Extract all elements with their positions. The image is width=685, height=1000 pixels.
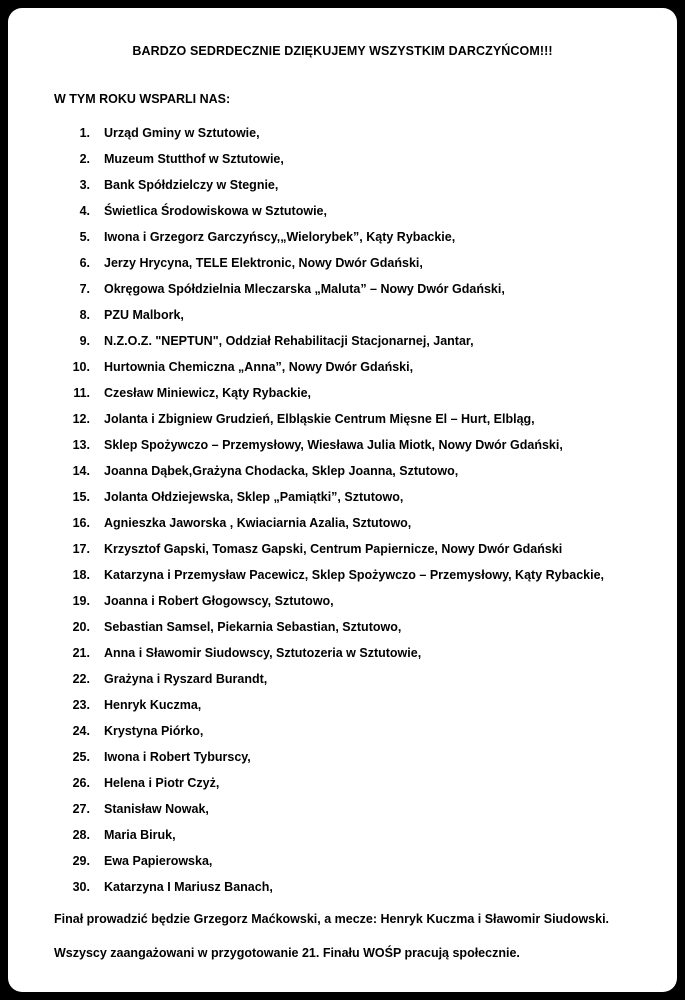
list-item-number: 9. <box>79 334 90 348</box>
list-item-label: Katarzyna I Mariusz Banach, <box>104 880 273 894</box>
list-item-label: PZU Malbork, <box>104 308 184 322</box>
list-item-number: 6. <box>79 256 90 270</box>
list-item <box>42 848 643 874</box>
list-item-label: Joanna i Robert Głogowscy, Sztutowo, <box>104 594 334 608</box>
list-item-label: Muzeum Stutthof w Sztutowie, <box>104 152 284 166</box>
footer-line-volunteers: Wszyscy zaangażowani w przygotowanie 21. Finału WOŚP pracują społecznie. <box>54 946 520 960</box>
page-title: BARDZO SEDRDECZNIE DZIĘKUJEMY WSZYSTKIM DARCZYŃCOM!!! <box>132 44 553 58</box>
list-item-number: 24. <box>72 724 90 738</box>
list-item <box>42 536 643 562</box>
list-item-number: 21. <box>72 646 90 660</box>
list-item <box>42 692 643 718</box>
list-item <box>42 302 643 328</box>
list-item-number: 13. <box>72 438 90 452</box>
list-item-number: 14. <box>72 464 90 478</box>
list-item-label: Krystyna Piórko, <box>104 724 204 738</box>
list-item-number: 20. <box>72 620 90 634</box>
list-item-number: 23. <box>72 698 90 712</box>
list-item <box>42 822 643 848</box>
list-item-label: Helena i Piotr Czyż, <box>104 776 220 790</box>
list-item-label: N.Z.O.Z. "NEPTUN", Oddział Rehabilitacji Stacjonarnej, Jantar, <box>104 334 474 348</box>
list-item <box>42 354 643 380</box>
list-item-number: 26. <box>72 776 90 790</box>
list-item-number: 22. <box>72 672 90 686</box>
list-item <box>42 562 643 588</box>
list-item <box>42 224 643 250</box>
list-item-label: Jerzy Hrycyna, TELE Elektronic, Nowy Dwór Gdański, <box>104 256 423 270</box>
list-item-label: Sklep Spożywczo – Przemysłowy, Wiesława Julia Miotk, Nowy Dwór Gdański, <box>104 438 563 452</box>
list-item <box>42 640 643 666</box>
list-item-label: Anna i Sławomir Siudowscy, Sztutozeria w Sztutowie, <box>104 646 422 660</box>
list-item-label: Czesław Miniewicz, Kąty Rybackie, <box>104 386 312 400</box>
list-item-number: 5. <box>79 230 90 244</box>
list-item <box>42 614 643 640</box>
list-item-number: 17. <box>72 542 90 556</box>
list-item <box>42 484 643 510</box>
list-item <box>42 198 643 224</box>
intro-text: W TYM ROKU WSPARLI NAS: <box>54 92 231 106</box>
list-item-label: Maria Biruk, <box>104 828 176 842</box>
list-item-number: 11. <box>73 386 90 400</box>
list-item-number: 27. <box>72 802 90 816</box>
list-item-number: 16. <box>72 516 90 530</box>
list-item-number: 18. <box>72 568 90 582</box>
list-item-label: Katarzyna i Przemysław Pacewicz, Sklep Spożywczo – Przemysłowy, Kąty Rybackie, <box>104 568 604 582</box>
list-item-label: Iwona i Grzegorz Garczyńscy,„Wielorybek”, Kąty Rybackie, <box>104 230 456 244</box>
list-item <box>42 250 643 276</box>
list-item <box>42 172 643 198</box>
list-item-number: 8. <box>79 308 90 322</box>
list-item-number: 15. <box>72 490 90 504</box>
list-item-label: Ewa Papierowska, <box>104 854 213 868</box>
list-item-label: Hurtownia Chemiczna „Anna”, Nowy Dwór Gdański, <box>104 360 414 374</box>
list-item-label: Grażyna i Ryszard Burandt, <box>104 672 268 686</box>
list-item <box>42 276 643 302</box>
list-item-number: 25. <box>72 750 90 764</box>
list-item-label: Urząd Gminy w Sztutowie, <box>104 126 260 140</box>
list-item-label: Jolanta i Zbigniew Grudzień, Elbląskie Centrum Mięsne El – Hurt, Elbląg, <box>104 412 535 426</box>
list-item-number: 4. <box>79 204 90 218</box>
list-item-label: Okręgowa Spółdzielnia Mleczarska „Maluta” – Nowy Dwór Gdański, <box>104 282 505 296</box>
list-item-label: Jolanta Ołdziejewska, Sklep „Pamiątki”, Sztutowo, <box>104 490 404 504</box>
list-item <box>42 146 643 172</box>
list-item-number: 1. <box>79 126 90 140</box>
list-item <box>42 666 643 692</box>
footer-line-hosts: Finał prowadzić będzie Grzegorz Maćkowski, a mecze: Henryk Kuczma i Sławomir Siudowski. <box>54 912 610 926</box>
donor-list <box>42 120 643 900</box>
list-item <box>42 770 643 796</box>
list-item-number: 28. <box>72 828 90 842</box>
list-item <box>42 510 643 536</box>
list-item-label: Henryk Kuczma, <box>104 698 202 712</box>
list-item-label: Joanna Dąbek,Grażyna Chodacka, Sklep Joanna, Sztutowo, <box>104 464 459 478</box>
list-item <box>42 718 643 744</box>
list-item-number: 29. <box>72 854 90 868</box>
list-item <box>42 796 643 822</box>
list-item-number: 7. <box>79 282 90 296</box>
list-item-number: 2. <box>79 152 90 166</box>
list-item-label: Sebastian Samsel, Piekarnia Sebastian, Sztutowo, <box>104 620 402 634</box>
document-page <box>8 8 677 992</box>
list-item <box>42 432 643 458</box>
list-item-label: Świetlica Środowiskowa w Sztutowie, <box>104 204 327 218</box>
list-item <box>42 380 643 406</box>
list-item <box>42 406 643 432</box>
list-item-label: Iwona i Robert Tyburscy, <box>104 750 251 764</box>
list-item-number: 30. <box>72 880 90 894</box>
list-item-number: 19. <box>72 594 90 608</box>
list-item <box>42 328 643 354</box>
list-item <box>42 744 643 770</box>
list-item-number: 10. <box>72 360 90 374</box>
list-item-label: Bank Spółdzielczy w Stegnie, <box>104 178 279 192</box>
list-item-number: 12. <box>72 412 90 426</box>
list-item <box>42 874 643 900</box>
list-item-label: Agnieszka Jaworska , Kwiaciarnia Azalia, Sztutowo, <box>104 516 412 530</box>
list-item <box>42 120 643 146</box>
list-item <box>42 458 643 484</box>
list-item <box>42 588 643 614</box>
list-item-number: 3. <box>79 178 90 192</box>
list-item-label: Stanisław Nowak, <box>104 802 209 816</box>
list-item-label: Krzysztof Gapski, Tomasz Gapski, Centrum Papiernicze, Nowy Dwór Gdański <box>104 542 563 556</box>
